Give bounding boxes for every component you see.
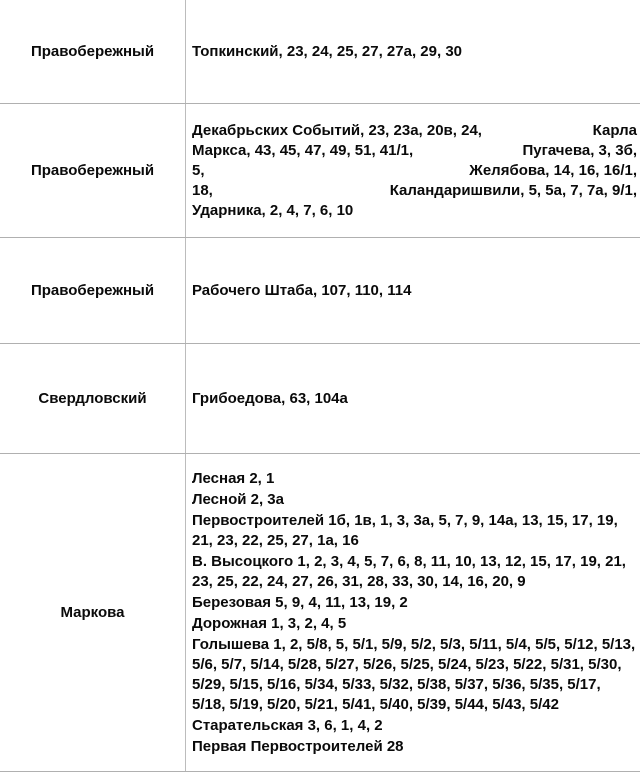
address-line: Грибоедова, 63, 104а bbox=[192, 389, 348, 407]
addresses-cell bbox=[186, 344, 640, 453]
address-segment: Желябова, 14, 16, 16/1, bbox=[469, 161, 637, 179]
address-line: Топкинский, 23, 24, 25, 27, 27а, 29, 30 bbox=[192, 42, 462, 60]
address-line: Первостроителей 1б, 1в, 1, 3, 3а, 5, 7, 9, 14а, 13, 15, 17, 19, 21, 23, 22, 25, 27, 1а, 16 bbox=[192, 511, 618, 549]
address-line: Березовая 5, 9, 4, 11, 13, 19, 2 bbox=[192, 593, 408, 611]
address-segment: Декабрьских Событий, 23, 23а, 20в, 24, bbox=[192, 121, 482, 139]
addresses-cell bbox=[186, 454, 640, 771]
address-line: Первая Первостроителей 28 bbox=[192, 737, 404, 755]
addresses-cell bbox=[186, 238, 640, 343]
address-segment: Маркса, 43, 45, 47, 49, 51, 41/1, bbox=[192, 141, 414, 159]
address-line: Рабочего Штаба, 107, 110, 114 bbox=[192, 281, 412, 299]
address-segment: 5, bbox=[192, 161, 205, 179]
district-cell: Маркова bbox=[0, 454, 186, 771]
address-line: Лесной 2, 3а bbox=[192, 490, 284, 508]
district-cell: Правобережный bbox=[0, 238, 186, 343]
address-segment: 18, bbox=[192, 181, 213, 199]
address-line bbox=[192, 141, 637, 161]
address-segment: Ударника, 2, 4, 7, 6, 10 bbox=[192, 201, 354, 219]
address-line: Лесная 2, 1 bbox=[192, 469, 275, 487]
table-row bbox=[0, 238, 640, 344]
table-row bbox=[0, 344, 640, 454]
district-cell: Правобережный bbox=[0, 104, 186, 237]
address-line: В. Высоцкого 1, 2, 3, 4, 5, 7, 6, 8, 11, 10, 13, 12, 15, 17, 19, 21, 23, 25, 22, 24, 27, 26, 31, 28, 33, 30, 14, 16, 20, 9 bbox=[192, 552, 626, 590]
address-line bbox=[192, 181, 637, 201]
address-segment: Пугачева, 3, 3б, bbox=[522, 141, 637, 159]
addresses-cell bbox=[186, 104, 640, 237]
address-line bbox=[192, 201, 637, 221]
address-segment: Каландаришвили, 5, 5а, 7, 7а, 9/1, bbox=[389, 181, 637, 199]
address-line: Старательская 3, 6, 1, 4, 2 bbox=[192, 716, 383, 734]
table-row bbox=[0, 454, 640, 772]
district-cell: Свердловский bbox=[0, 344, 186, 453]
table-row bbox=[0, 104, 640, 238]
address-line: Голышева 1, 2, 5/8, 5, 5/1, 5/9, 5/2, 5/3, 5/11, 5/4, 5/5, 5/12, 5/13, 5/6, 5/7, 5/14, 5/28, 5/27, 5/26, 5/25, 5/24, 5/23, 5/22, 5/31, 5/30, 5/29, 5/15, 5/16, 5/34, 5/33, 5/32, 5/38, 5/37, 5/36, 5/35, 5/17, 5/18, 5/19, 5/20, 5/21, 5/41, 5/40, 5/39, 5/44, 5/43, 5/42 bbox=[192, 635, 636, 713]
address-line: Дорожная 1, 3, 2, 4, 5 bbox=[192, 614, 347, 632]
address-segment: Карла bbox=[592, 121, 637, 139]
addresses-cell bbox=[186, 0, 640, 103]
address-line bbox=[192, 121, 637, 141]
table-row bbox=[0, 0, 640, 104]
district-cell: Правобережный bbox=[0, 0, 186, 103]
address-line bbox=[192, 161, 637, 181]
